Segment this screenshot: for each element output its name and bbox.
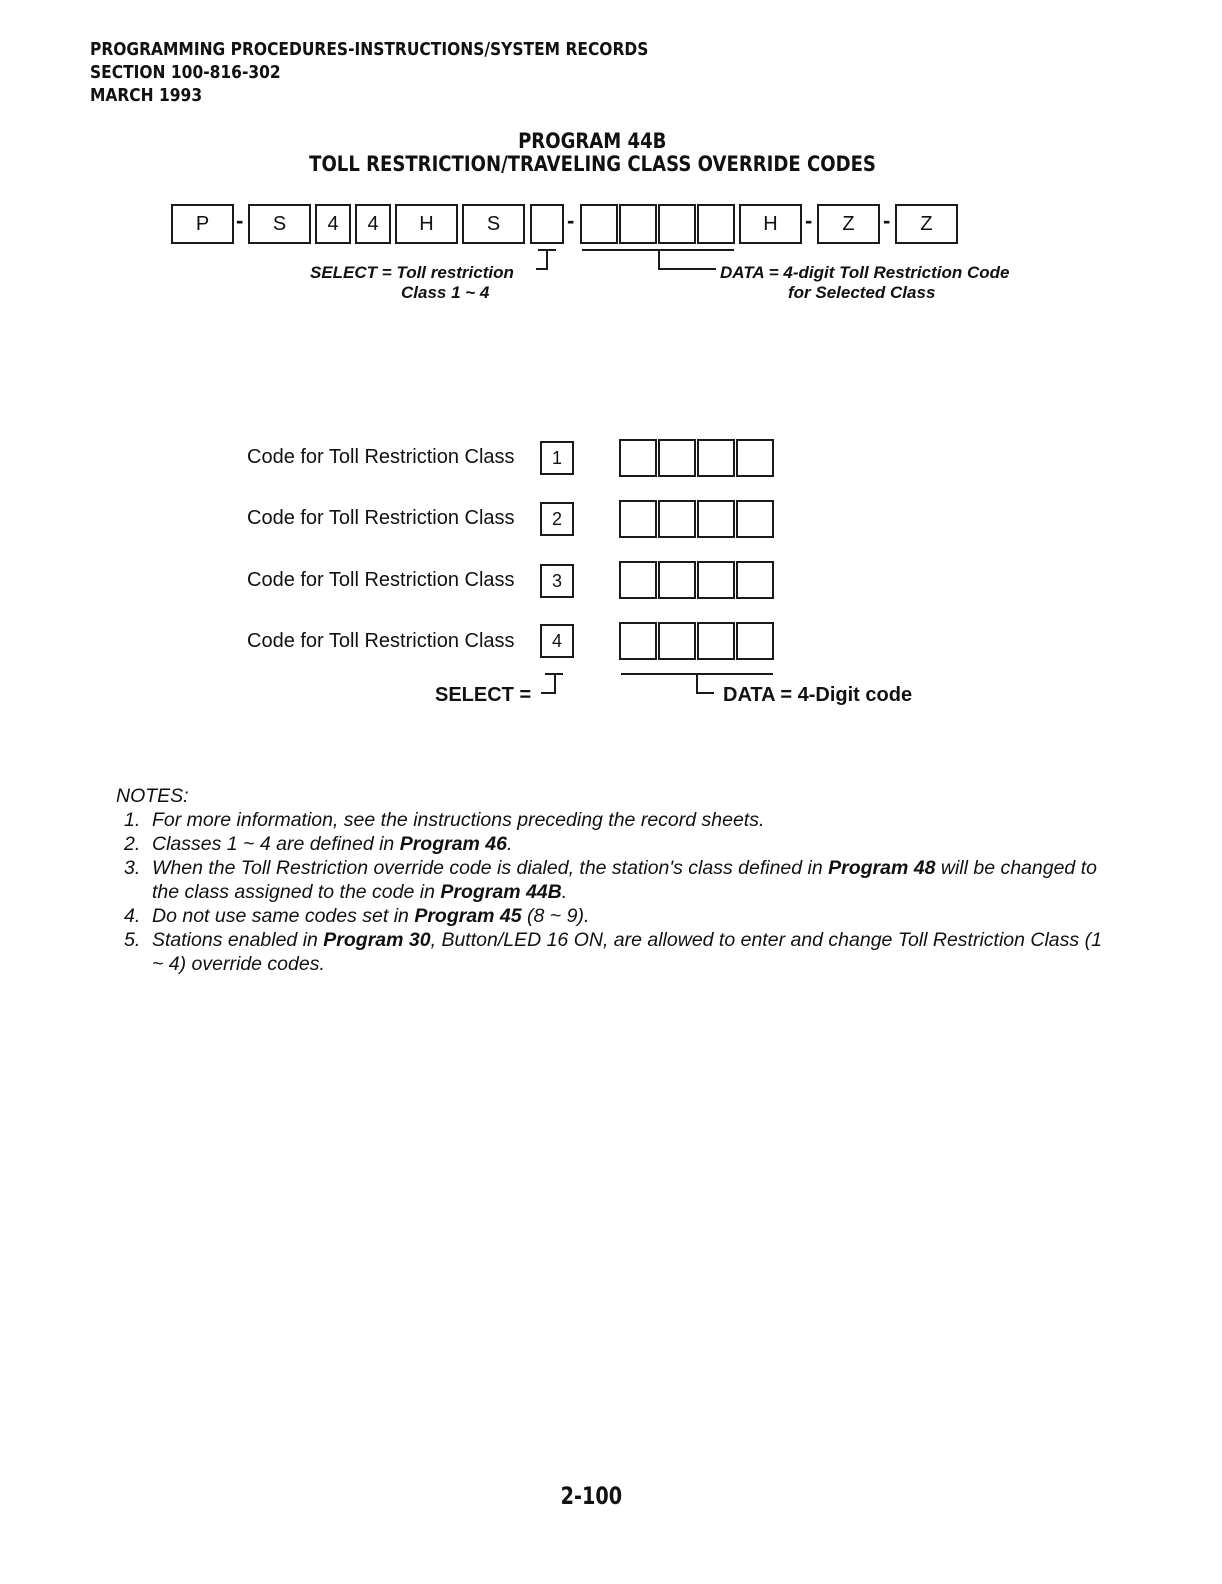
note-number: 1. [124,809,141,831]
class-box: 4 [540,624,574,658]
key-z: Z [895,204,958,244]
data-bracket-stem [696,675,698,693]
row-label: Code for Toll Restriction Class [247,569,515,591]
key-z: Z [817,204,880,244]
page-number-wrap [0,1482,1182,1510]
note-number: 4. [124,905,141,927]
code-digit-box [697,439,735,477]
code-digit-box [697,622,735,660]
code-digit-box [619,439,657,477]
row-label: Code for Toll Restriction Class [247,630,515,652]
data-slot [658,204,696,244]
note-item [116,808,1116,832]
code-digit-box [619,500,657,538]
select-bracket-foot [541,692,556,694]
data-annotation-sub: for Selected Class [788,283,936,302]
select-bracket-stem [546,249,548,269]
class-box: 2 [540,502,574,536]
program-reference: Program 45 [414,905,522,927]
data-label: DATA = 4-Digit code [723,684,913,706]
header-line-1: PROGRAMMING PROCEDURES-INSTRUCTIONS/SYSTEM RECORDS [90,39,649,60]
code-digit-box [736,622,774,660]
data-bracket-leader [658,268,716,270]
select-bracket-stem [554,673,556,693]
select-annotation-range: Class 1 ~ 4 [401,283,490,302]
document-header [90,38,648,107]
select-annotation: SELECT = Toll restriction [310,263,514,282]
key-s: S [248,204,311,244]
select-slot [530,204,564,244]
program-reference: Program 48 [828,857,936,879]
code-digit-box [619,561,657,599]
program-reference: Program 46 [399,833,508,855]
program-reference: Program 30 [323,929,431,951]
key-4: 4 [315,204,351,244]
note-text: Classes 1 ~ 4 are defined in [152,833,400,855]
data-annotation: DATA = 4-digit Toll Restriction Code [720,263,1010,282]
program-subtitle: TOLL RESTRICTION/TRAVELING CLASS OVERRIDE CODES [309,152,876,176]
program-reference: Program 44B [440,881,562,903]
code-digit-box [697,500,735,538]
code-digit-box [697,561,735,599]
code-digit-box [736,561,774,599]
note-item [116,832,1116,856]
note-number: 2. [124,833,141,855]
select-bracket-foot [536,268,548,270]
program-number: PROGRAM 44B [518,129,667,153]
note-text: . [561,881,568,903]
key-4: 4 [355,204,391,244]
data-bracket-leader [696,692,714,694]
note-text: will be changed to the class assigned to the code in [152,857,1097,903]
dash: - [567,208,575,233]
note-text: Do not use same codes set in [152,905,415,927]
notes-list [116,808,1116,976]
note-item [116,856,1116,904]
data-slot [580,204,618,244]
class-box: 3 [540,564,574,598]
select-label: SELECT = [435,684,532,706]
note-item [116,904,1116,928]
note-text: For more information, see the instructions preceding the record sheets. [152,809,765,831]
header-line-3: MARCH 1993 [90,85,203,106]
dash: - [236,208,244,233]
row-label: Code for Toll Restriction Class [247,507,515,529]
note-text: Stations enabled in [152,929,324,951]
note-text: , Button/LED 16 ON, are allowed to enter and change Toll Restriction Class (1 ~ 4) override codes. [152,929,1102,975]
data-slot [697,204,735,244]
data-bracket-stem [658,251,660,269]
page-number: 2-100 [560,1482,622,1510]
class-box: 1 [540,441,574,475]
header-line-2: SECTION 100-816-302 [90,62,281,83]
dash: - [883,208,891,233]
code-digit-box [736,500,774,538]
key-s: S [462,204,525,244]
note-number: 3. [124,857,141,879]
data-slot [619,204,657,244]
row-label: Code for Toll Restriction Class [247,446,515,468]
code-digit-box [658,439,696,477]
code-digit-box [736,439,774,477]
code-digit-box [658,500,696,538]
note-number: 5. [124,929,141,951]
note-text: (8 ~ 9). [521,905,590,927]
notes-heading: NOTES: [116,785,189,807]
key-p: P [171,204,234,244]
dash: - [805,208,813,233]
code-digit-box [658,561,696,599]
code-digit-box [619,622,657,660]
notes-section [116,784,1116,976]
note-text: . [507,833,513,855]
note-item [116,928,1116,976]
key-h: H [395,204,458,244]
code-digit-box [658,622,696,660]
note-text: When the Toll Restriction override code is dialed, the station's class defined in [152,857,829,879]
key-h: H [739,204,802,244]
program-subtitle-wrap [0,151,1185,177]
